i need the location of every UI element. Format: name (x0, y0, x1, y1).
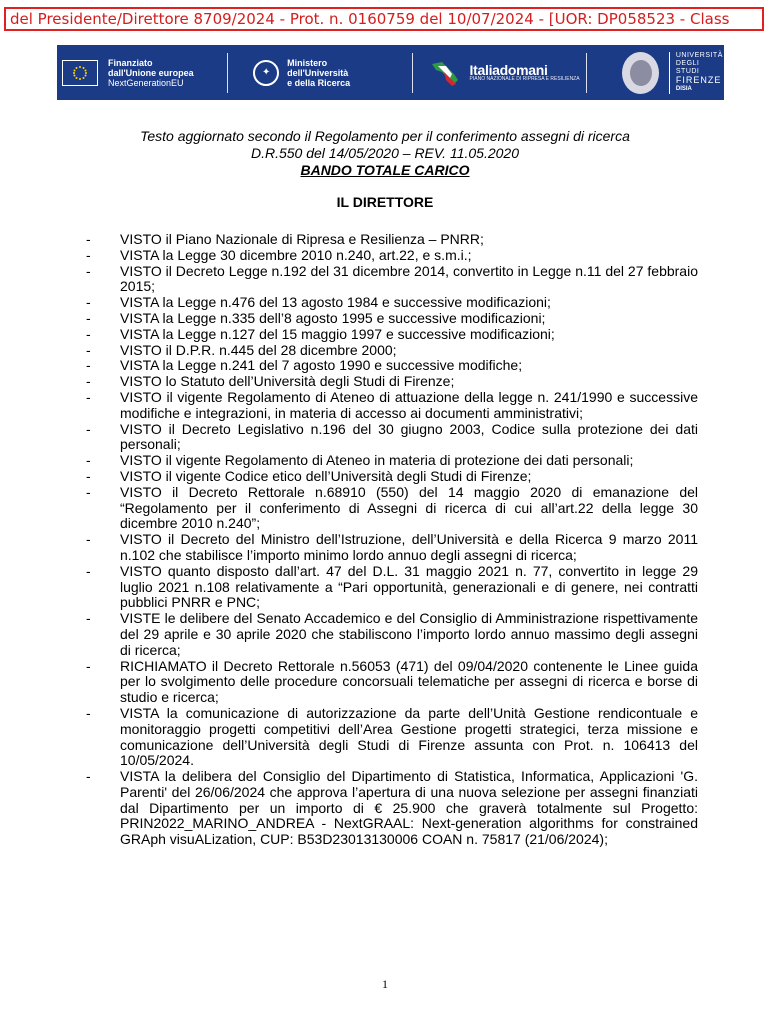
header-line1: Testo aggiornato secondo il Regolamento per il conferimento assegni di ricerca (140, 128, 630, 144)
premises-list (86, 232, 698, 848)
logo-divider (227, 53, 228, 93)
eu-line3: NextGenerationEU (108, 77, 184, 88)
list-item: - VISTO il vigente Regolamento di Ateneo di attuazione della legge n. 241/1990 e successive modifiche e integrazioni, in materia di accesso ai documenti amministrativi; (86, 390, 698, 422)
bando-title: BANDO TOTALE CARICO (300, 162, 470, 178)
eu-line2: dall'Unione europea (108, 67, 194, 78)
direttore-heading: IL DIRETTORE (336, 194, 434, 210)
list-item: - VISTA la Legge 30 dicembre 2010 n.240, art.22, e s.m.i.; (86, 248, 698, 264)
mur-line1: Ministero (287, 57, 328, 68)
list-item: - VISTA la comunicazione di autorizzazione da parte dell’Unità Gestione rendicontuale e monitoraggio progetti competitivi dell’Area Gestione progetti strategici, terza missione e comunicazione dell’Università degli Studi di Firenze assunta con Prot. n. 106413 del 10/05/2024. (86, 706, 698, 769)
list-item: - VISTO il Decreto Legge n.192 del 31 dicembre 2014, convertito in Legge n.11 del 27 febbraio 2015; (86, 264, 698, 296)
unifi-crest-icon (622, 52, 659, 94)
list-item: - VISTO il vigente Codice etico dell’Università degli Studi di Firenze; (86, 469, 698, 485)
unifi-logo (587, 45, 724, 100)
unifi-divider (669, 52, 670, 94)
list-item: - VISTO il D.P.R. n.445 del 28 dicembre 2000; (86, 343, 698, 359)
logo-banner (57, 45, 724, 100)
italy-map-icon (428, 58, 464, 88)
list-item: - VISTA la Legge n.335 dell’8 agosto 1995 e successive modificazioni; (86, 311, 698, 327)
list-item: - VISTO il vigente Regolamento di Ateneo in materia di protezione dei dati personali; (86, 453, 698, 469)
list-item: - VISTO lo Statuto dell’Università degli Studi di Firenze; (86, 374, 698, 390)
list-item: - VISTO il Decreto Legislativo n.196 del 30 giugno 2003, Codice sulla protezione dei dati personali; (86, 422, 698, 454)
header-line2: D.R.550 del 14/05/2020 – REV. 11.05.2020 (250, 145, 519, 161)
italian-emblem-icon: ✦ (253, 60, 279, 86)
list-item: - VISTO quanto disposto dall’art. 47 del D.L. 31 maggio 2021 n. 77, convertito in legge 29 luglio 2021 n.108 relativamente a “Pari opportunità, generazionali e di genere, nei contratti pubblici PNRR e PNC; (86, 564, 698, 611)
list-item: - VISTA la Legge n.476 del 13 agosto 1984 e successive modificazioni; (86, 295, 698, 311)
italiadomani-brand: Italiadomani (469, 62, 548, 78)
eu-logo (57, 45, 227, 100)
eu-flag-icon (62, 60, 98, 86)
list-item: - VISTO il Piano Nazionale di Ripresa e Resilienza – PNRR; (86, 232, 698, 248)
logo-divider (412, 53, 413, 93)
logo-divider (586, 53, 587, 93)
eu-line1: Finanziato (108, 57, 153, 68)
list-item: - RICHIAMATO il Decreto Rettorale n.56053 (471) del 09/04/2020 contenente le Linee guida per lo svolgimento delle procedure concorsuali telematiche per assegni di ricerca e borse di studio e ricerca; (86, 659, 698, 706)
unifi-dept: DISIA (675, 86, 692, 92)
list-item: - VISTO il Decreto del Ministro dell’Istruzione, dell’Università e della Ricerca 9 marzo 2011 n.102 che stabilisce l’importo minimo lordo annuo degli assegni di ricerca; (86, 532, 698, 564)
italiadomani-logo (413, 45, 586, 100)
mur-logo (228, 45, 411, 100)
document-header (0, 128, 770, 179)
unifi-line1: UNIVERSITÀ (675, 52, 723, 59)
page-number: 1 (382, 977, 388, 991)
italiadomani-sub: PIANO NAZIONALE DI RIPRESA E RESILIENZA (469, 76, 580, 82)
mur-line2: dell'Università (287, 67, 349, 78)
list-item: - VISTA la Legge n.241 del 7 agosto 1990 e successive modifiche; (86, 358, 698, 374)
protocol-stamp: del Presidente/Direttore 8709/2024 - Prot. n. 0160759 del 10/07/2024 - [UOR: DP058523 - Class (4, 7, 764, 31)
list-item: - VISTA la delibera del Consiglio del Dipartimento di Statistica, Informatica, Applicazioni 'G. Parenti' del 26/06/2024 che approva l’apertura di una nuova selezione per assegni finanziati dal Dipartimento per un importo di € 25.900 che graverà totalmente sul Progetto: PRIN2022_MARINO_ANDREA - NextGRAAL: Next-generation algorithms for constrained GRAph visuALization, CUP: B53D23013130006 COAN n. 75817 (21/06/2024); (86, 769, 698, 848)
list-item: - VISTO il Decreto Rettorale n.68910 (550) del 14 maggio 2020 di emanazione del “Regolamento per il conferimento di Assegni di ricerca di cui all’art.22 della legge 30 dicembre 2010 n.240”; (86, 485, 698, 532)
unifi-line3: FIRENZE (675, 75, 722, 85)
mur-line3: e della Ricerca (287, 77, 351, 88)
unifi-line2: DEGLI STUDI (675, 60, 700, 75)
list-item: - VISTE le delibere del Senato Accademico e del Consiglio di Amministrazione rispettivamente del 29 aprile e 30 aprile 2020 che stabiliscono l’importo lordo annuo massimo degli assegni di ricerca; (86, 611, 698, 658)
list-item: - VISTA la Legge n.127 del 15 maggio 1997 e successive modificazioni; (86, 327, 698, 343)
